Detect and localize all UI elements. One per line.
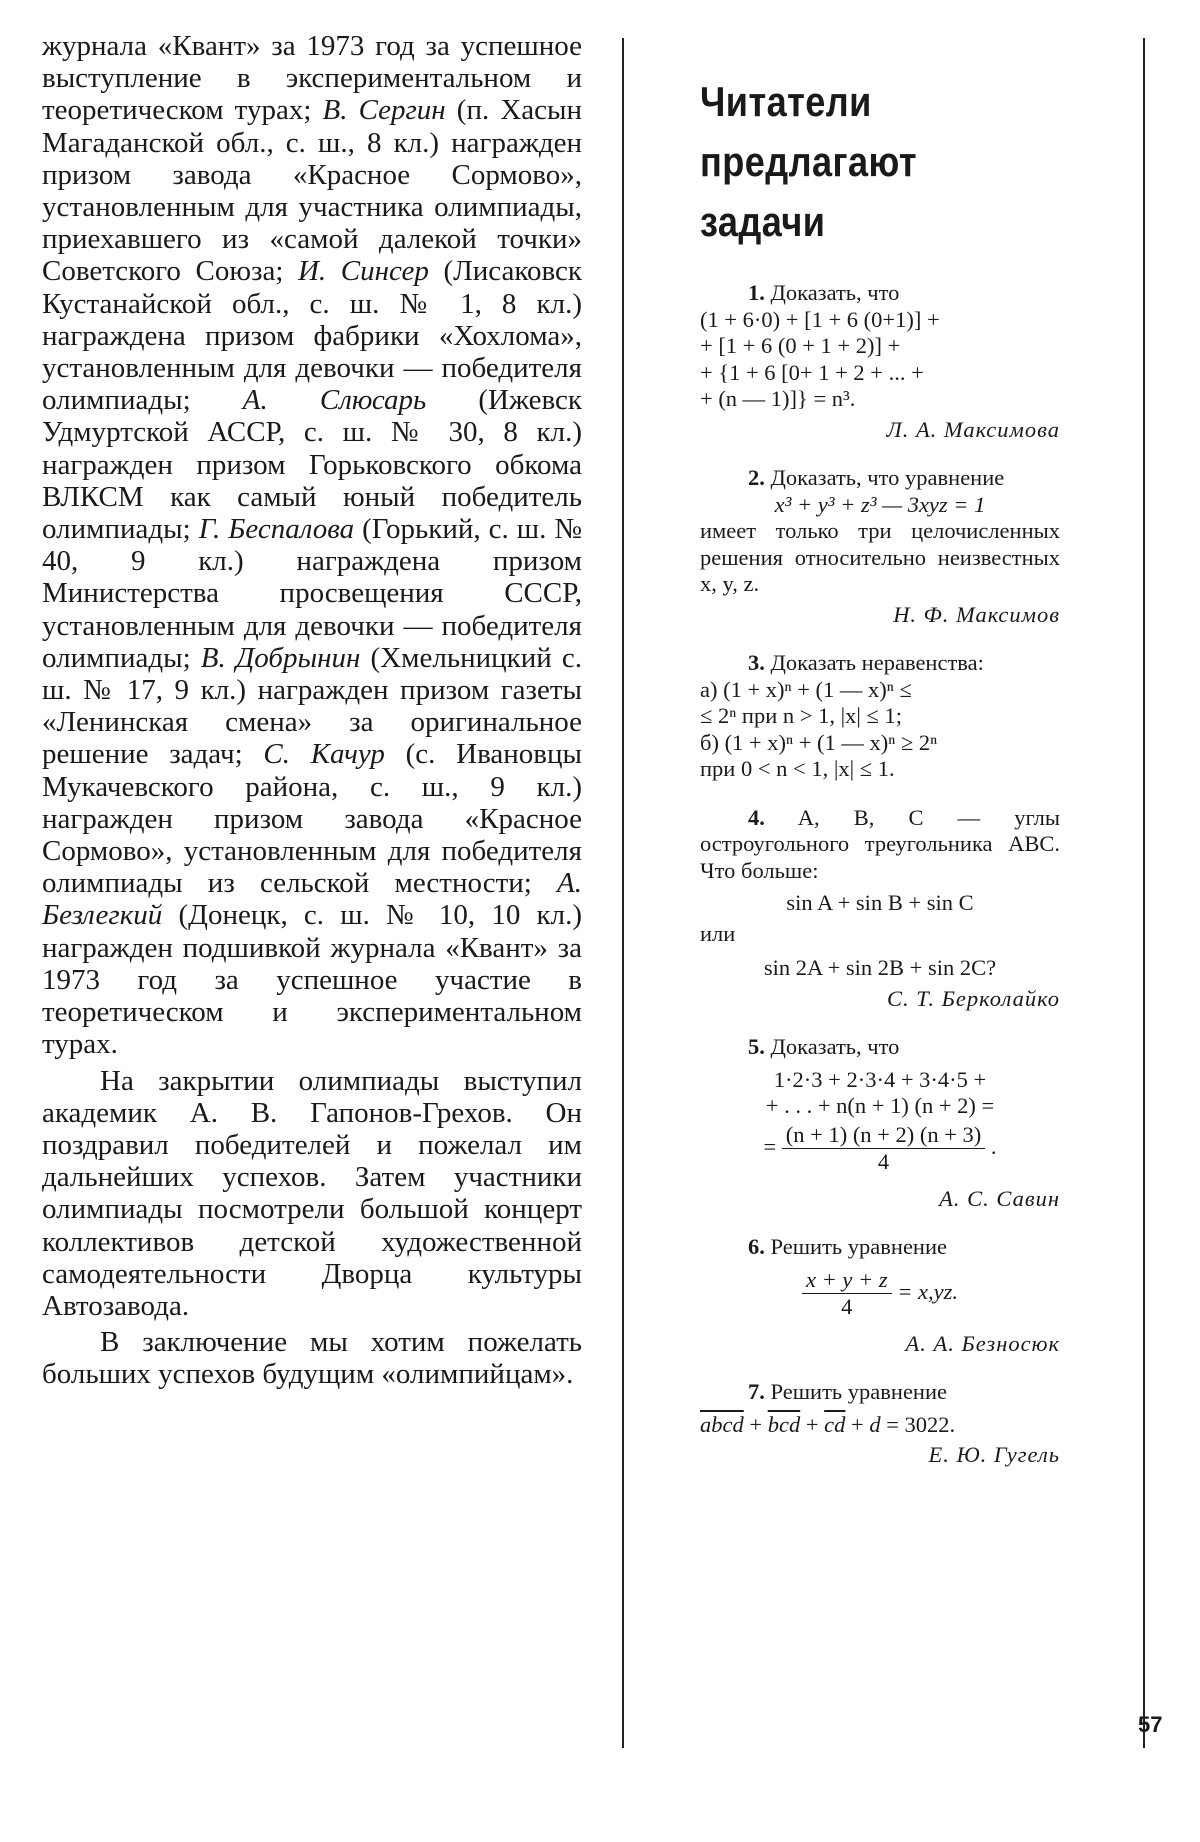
problem-statement — [700, 1379, 1060, 1406]
formula-line: б) (1 + x)ⁿ + (1 — x)ⁿ ≥ 2ⁿ — [700, 729, 938, 755]
problem-text: Доказать неравенства: — [770, 650, 984, 675]
fraction-line — [700, 1267, 1060, 1321]
text-run: (Горький, с. ш. № 40, 9 кл.) награждена призом Министерства просвещения СССР, установленным для девочки — победителя олимпиады; — [42, 513, 583, 674]
formula-line: sin 2A + sin 2B + sin 2C? — [763, 955, 997, 980]
left-column — [42, 30, 582, 1391]
problem-text: Решить уравнение — [770, 1379, 947, 1404]
fraction-line — [700, 1122, 1060, 1176]
problem-2 — [700, 465, 1060, 628]
winner-name: С. Качур — [263, 738, 385, 771]
fraction-numerator: (n + 1) (n + 2) (n + 3) — [782, 1122, 986, 1150]
problem-author: А. А. Безносюк — [905, 1330, 1060, 1356]
formula-line: а) (1 + x)ⁿ + (1 — x)ⁿ ≤ — [700, 676, 912, 702]
formula-line: 1·2·3 + 2·3·4 + 3·4·5 + — [773, 1066, 987, 1092]
problem-number: 4. — [748, 804, 765, 830]
overlined-number: abcd — [700, 1411, 744, 1437]
problem-3 — [700, 650, 1060, 783]
problem-statement — [700, 280, 1060, 307]
formula-line: при 0 < n < 1, |x| ≤ 1. — [700, 756, 895, 781]
winner-name: В. Добрынин — [200, 641, 361, 674]
right-margin-rule — [1143, 38, 1145, 1748]
formula-line: x³ + y³ + z³ — 3xyz = 1 — [774, 491, 986, 517]
problem-author: А. С. Савин — [939, 1185, 1060, 1211]
text-run: (Лисаковск Кустанайской обл., с. ш. № 1, 8 кл.) награждена призом фабрики «Хохлома», установленным для девочки — победителя олимпиады; — [42, 255, 582, 417]
problem-text: или — [700, 920, 736, 946]
equation-result: = 3022. — [886, 1411, 956, 1437]
formula-line: (1 + 6·0) + [1 + 6 (0+1)] + — [700, 306, 940, 332]
equals-sign: = — [763, 1133, 777, 1159]
problem-number: 1. — [748, 280, 765, 305]
text-run: журнала «Квант» за 1973 год за успешное выступление в экспериментальном и теоретическом турах; — [42, 30, 582, 127]
column-divider — [622, 38, 624, 1748]
problem-number: 7. — [748, 1379, 765, 1404]
formula-line: + {1 + 6 [0+ 1 + 2 + ... + — [700, 359, 924, 385]
heading-line: задачи — [700, 198, 826, 245]
problem-1 — [700, 280, 1060, 443]
problem-text: A, B, C — углы остроугольного треугольника ABC. Что больше: — [700, 804, 1060, 883]
problem-author: Е. Ю. Гугель — [928, 1442, 1060, 1467]
fraction — [802, 1267, 892, 1321]
problem-author: Л. А. Максимова — [886, 416, 1060, 442]
problem-number: 3. — [748, 650, 765, 675]
formula-line: + . . . + n(n + 1) (n + 2) = — [765, 1093, 995, 1118]
problem-6 — [700, 1234, 1060, 1357]
text-run: (Донецк, с. ш. № 10, 10 кл.) награжден подшивкой журнала «Квант» за 1973 год за успешное участие в теоретическом и экспериментальном турах. — [42, 899, 582, 1061]
problem-number: 2. — [748, 465, 765, 490]
problem-author: С. Т. Берколайко — [887, 985, 1060, 1011]
period: . — [990, 1133, 997, 1159]
fraction-numerator: x + y + z — [802, 1267, 892, 1295]
problem-number: 6. — [748, 1234, 765, 1259]
problem-statement — [700, 650, 1060, 677]
equation-rhs: = x,yz. — [897, 1278, 959, 1304]
winner-name: Г. Беспалова — [198, 513, 355, 546]
problem-number: 5. — [748, 1034, 765, 1059]
problem-text: имеет только три целочисленных решения относительно неизвестных x, y, z. — [700, 518, 1060, 596]
formula-line: abcd + $\overline{bcd} + \overline{cd} + d = 3022$. — [700, 1411, 956, 1437]
problem-statement — [700, 1234, 1060, 1261]
winner-name: И. Синсер — [297, 255, 429, 288]
fraction-denominator: 4 — [877, 1149, 890, 1174]
problem-statement — [700, 1034, 1060, 1061]
text-run: (п. Хасын Магаданской обл., с. ш., 8 кл.) награжден призом завода «Красное Сормово», установленным для участника олимпиады, приехавшего из «самой далекой точки» Советского Союза; — [42, 94, 583, 288]
fraction — [782, 1122, 986, 1176]
formula-line: + (n — 1)]} = n³. — [700, 386, 856, 411]
heading-line: предлагают — [700, 138, 918, 185]
problem-author: Н. Ф. Максимов — [893, 601, 1060, 627]
problem-text: Доказать, что — [770, 1034, 900, 1059]
fraction-denominator: 4 — [841, 1294, 853, 1319]
winner-name: А. Безлегкий — [42, 867, 582, 932]
problem-text: Доказать, что — [770, 280, 900, 305]
page-number: 57 — [1138, 1712, 1163, 1737]
closing-wishes-paragraph: В заключение мы хотим пожелать больших успехов будущим «олимпийцам». — [42, 1326, 582, 1391]
digit-variable: d — [869, 1411, 881, 1437]
overlined-number: $\overline{bcd}$ — [767, 1411, 801, 1437]
text-run: (Хмельницкий с. ш. № 17, 9 кл.) награжден призом газеты «Ленинская смена» за оригинальное решение задач; — [42, 641, 582, 771]
problem-5 — [700, 1034, 1060, 1212]
problem-statement — [700, 465, 1060, 492]
problem-7 — [700, 1379, 1060, 1469]
text-run: (Ижевск Удмуртской АССР, с. ш. № 30, 8 кл.) награжден призом Горьковского обкома ВЛКСМ как самый юный победитель олимпиады; — [42, 384, 582, 546]
formula-line: + [1 + 6 (0 + 1 + 2)] + — [700, 333, 901, 358]
problem-text: Доказать, что уравнение — [770, 465, 1005, 490]
right-column — [700, 72, 1060, 1491]
section-heading — [700, 72, 1010, 252]
winner-name: В. Сергин — [322, 94, 446, 127]
closing-ceremony-paragraph: На закрытии олимпиады выступил академик А. В. Гапонов-Грехов. Он поздравил победителей и пожелал им дальнейших успехов. Затем участники олимпиады посмотрели большой концерт коллективов детской художественной самодеятельности Дворца культуры Автозавода. — [42, 1064, 582, 1322]
olympiad-awards-paragraph — [42, 30, 582, 1061]
overlined-number: $\overline{cd}$ — [824, 1411, 846, 1437]
formula-line: sin A + sin B + sin C — [786, 890, 974, 915]
problem-4 — [700, 805, 1060, 1013]
formula-line: ≤ 2ⁿ при n > 1, |x| ≤ 1; — [700, 703, 902, 728]
problem-statement — [700, 805, 1060, 885]
problem-text: Решить уравнение — [770, 1234, 947, 1259]
text-run: (с. Ивановцы Мукачевского района, с. ш., 9 кл.) награжден призом завода «Красное Сормово», установленным для победителя олимпиады из сельской местности; — [42, 738, 583, 900]
winner-name: А. Слюсарь — [242, 384, 427, 417]
heading-line: Читатели — [700, 78, 872, 125]
